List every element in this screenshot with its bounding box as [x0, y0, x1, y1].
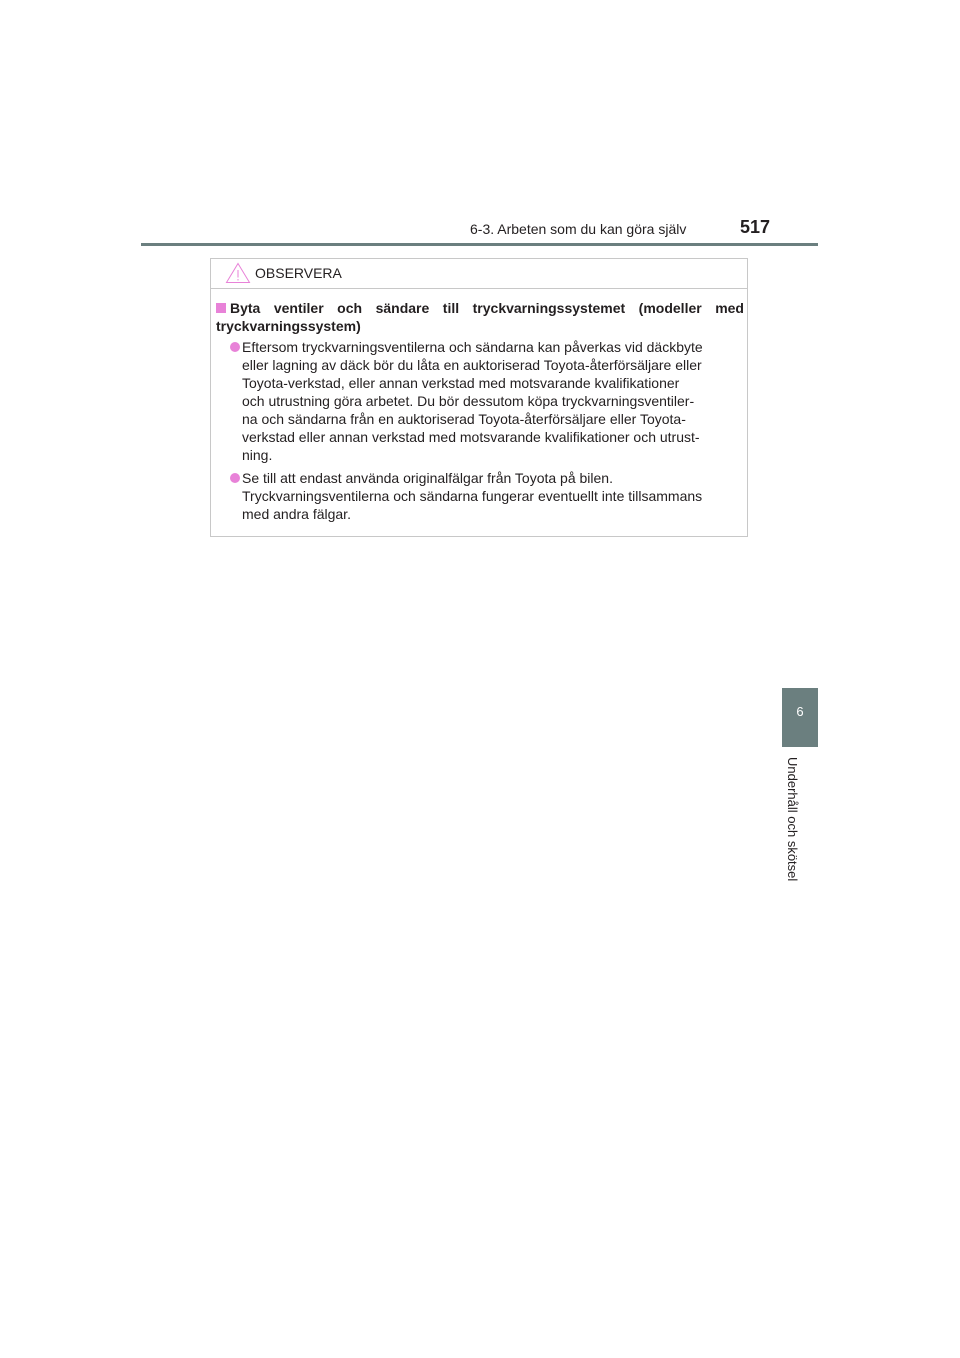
bullet-line: verkstad eller annan verkstad med motsvarande kvalifikationer och utrust- — [242, 429, 700, 445]
bullet-line: Se till att endast använda originalfälgar från Toyota på bilen. — [242, 470, 613, 486]
bullet-line: eller lagning av däck bör du låta en auktoriserad Toyota-återförsäljare eller — [242, 357, 702, 373]
notice-body — [216, 299, 744, 523]
bullet-line: na och sändarna från en auktoriserad Toyota-återförsäljare eller Toyota- — [242, 411, 686, 427]
bullet-line: Toyota-verkstad, eller annan verkstad med motsvarande kvalifikationer — [242, 375, 680, 391]
bullet-line: ning. — [242, 447, 273, 463]
notice-box — [210, 258, 748, 537]
page-number: 517 — [740, 217, 771, 237]
bullet-item — [216, 469, 744, 523]
warning-triangle-icon — [225, 262, 251, 284]
notice-header — [211, 259, 747, 289]
chapter-title: Underhåll och skötsel — [785, 757, 800, 882]
bullet-item — [216, 338, 744, 464]
bullet-dot-icon — [230, 473, 240, 483]
bullet-line: Tryckvarningsventilerna och sändarna fungerar eventuellt inte tillsammans — [242, 488, 703, 504]
header-divider — [141, 243, 818, 246]
bullet-dot-icon — [230, 342, 240, 352]
square-bullet-icon — [216, 303, 226, 313]
notice-heading — [216, 299, 744, 335]
section-title: 6-3. Arbeten som du kan göra själv — [470, 221, 687, 237]
bullet-line: Eftersom tryckvarningsventilerna och sändarna kan påverkas vid däckbyte — [242, 339, 703, 355]
bullet-line: och utrustning göra arbetet. Du bör dessutom köpa tryckvarningsventiler- — [242, 393, 695, 409]
bullet-line: med andra fälgar. — [242, 506, 351, 522]
notice-heading-text: Byta ventiler och sändare till tryckvarningssystemet (modeller med tryckvarningssystem) — [216, 300, 744, 334]
chapter-tab — [782, 688, 818, 747]
chapter-number: 6 — [796, 704, 804, 719]
notice-title: OBSERVERA — [255, 265, 342, 281]
